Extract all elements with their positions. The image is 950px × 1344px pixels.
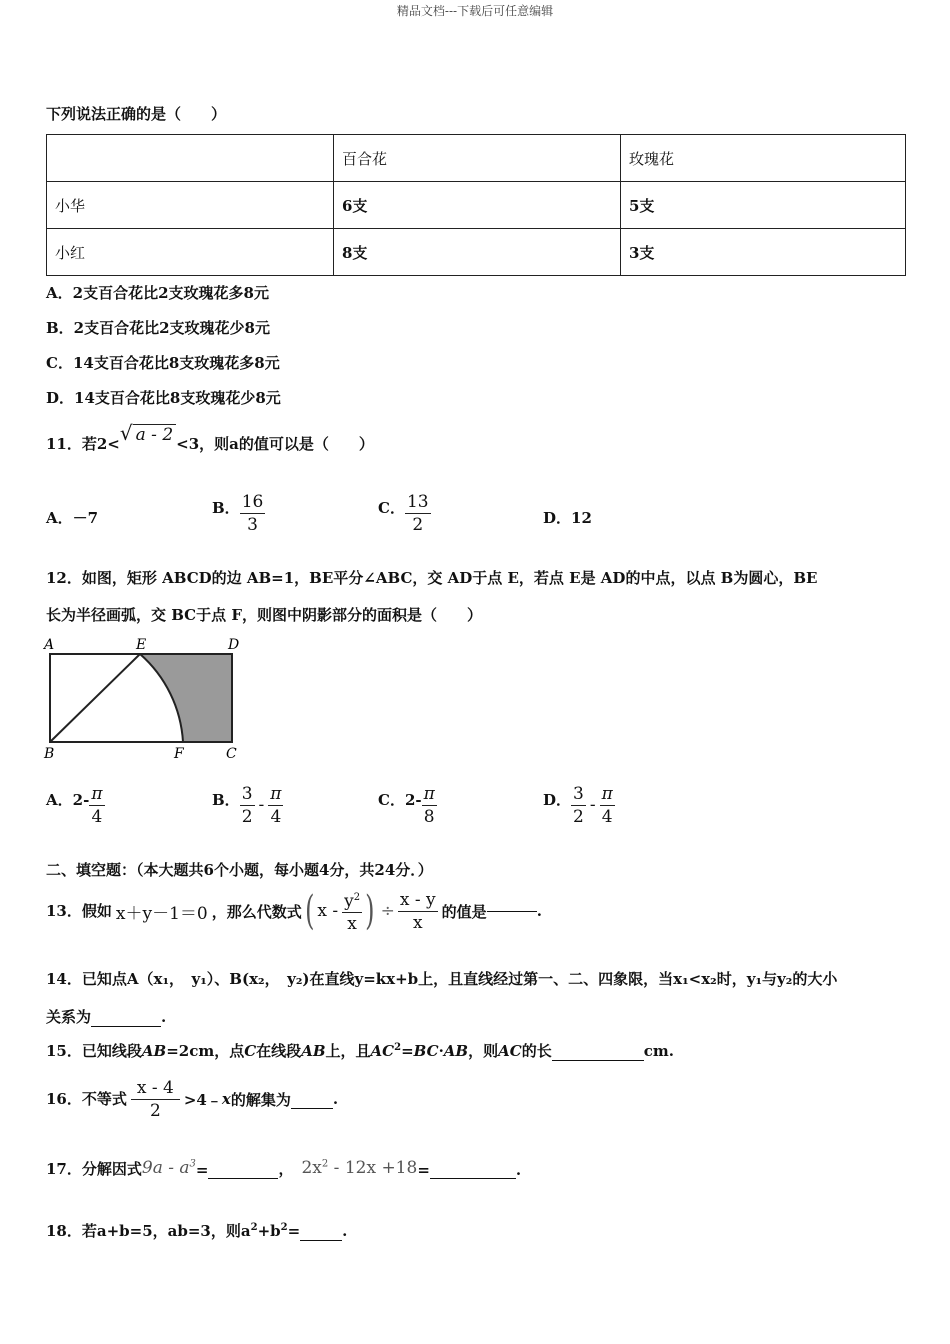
- fraction: $\frac{3}{2}$: [573, 784, 584, 827]
- answer-blank[interactable]: [300, 1222, 342, 1241]
- label-b: B: [44, 746, 55, 762]
- answer-blank[interactable]: [208, 1160, 278, 1179]
- q12-line2: 长为半径画弧，交 BC于点 F，则图中阴影部分的面积是（ ）: [46, 606, 482, 624]
- fraction: $\frac{3}{2}$: [241, 784, 253, 827]
- rectangle-figure: [40, 632, 250, 762]
- q12-option-a: A．2- $\frac{\pi}{4}$: [46, 784, 103, 827]
- q17-expression-2: $2x^2 - 12x +18$: [301, 1158, 418, 1178]
- q11-option-a: A．－7: [46, 509, 99, 527]
- q13-equation: x＋y－1＝0: [115, 903, 208, 924]
- q10-option-a: A．2支百合花比2支玫瑰花多8元: [46, 284, 269, 302]
- q11-pre: 11．若2<: [46, 435, 120, 453]
- table-row: [47, 229, 906, 276]
- q12-option-c: C．2- $\frac{\pi}{8}$: [378, 784, 435, 827]
- fraction: $\frac{x - y}{x}$: [399, 889, 436, 933]
- fraction: $\frac{\pi}{4}$: [270, 784, 282, 827]
- q14-line2: 关系为 .: [46, 1008, 167, 1026]
- table-row: [47, 182, 906, 229]
- q14-line1: 14．已知点A（x₁， y₁）、B(x₂， y₂)在直线y=kx+b上，且直线经过第一、二、四象限，当x₁<x₂时，y₁与y₂的大小: [46, 970, 838, 988]
- fraction: $\frac{\pi}{4}$: [601, 784, 613, 827]
- answer-blank[interactable]: [552, 1042, 644, 1061]
- radicand: a - 2: [133, 424, 177, 445]
- table-cell: 百合花: [334, 135, 621, 182]
- q10-option-b: B．2支百合花比2支玫瑰花少8元: [46, 319, 270, 337]
- answer-blank[interactable]: [487, 911, 537, 912]
- q16: 16．不等式 $\frac{x - 4}{2}$ >4﹣x的解集为 .: [46, 1077, 339, 1121]
- q15: 15．已知线段AB=2cm，点C在线段AB上，且$AC^2=BC\cdot AB$，则AC的长 cm.: [46, 1042, 674, 1060]
- section-2-title: 二、填空题：（本大题共6个小题，每小题4分，共24分．）: [46, 861, 433, 879]
- q10-option-d: D．14支百合花比8支玫瑰花少8元: [46, 389, 281, 407]
- table-row: [47, 135, 906, 182]
- table-cell: [47, 135, 334, 182]
- fraction: $\frac{y^2}{x}$: [342, 887, 362, 936]
- q11-option-c: C． $\frac{13}{2}$: [378, 492, 429, 535]
- fraction: $\frac{13}{2}$: [406, 492, 429, 535]
- q10-option-c: C．14支百合花比8支玫瑰花多8元: [46, 354, 280, 372]
- answer-blank[interactable]: [91, 1008, 161, 1027]
- table-cell: 3支: [621, 229, 906, 276]
- table-cell: 玫瑰花: [621, 135, 906, 182]
- segment-be: [50, 654, 140, 742]
- answer-blank[interactable]: [430, 1160, 516, 1179]
- q11-option-b: B． $\frac{16}{3}$: [212, 492, 264, 535]
- fraction: $\frac{16}{3}$: [241, 492, 264, 535]
- label-c: C: [226, 746, 237, 762]
- table-cell: 6支: [334, 182, 621, 229]
- sqrt-expression: √ a - 2: [120, 422, 176, 446]
- label-d: D: [228, 637, 240, 653]
- q17-expression-1: $9a - a^3$: [141, 1158, 196, 1178]
- table-cell: 小华: [47, 182, 334, 229]
- label-f: F: [174, 746, 184, 762]
- label-e: E: [136, 637, 147, 653]
- flower-table: [46, 134, 906, 276]
- q10-stem: 下列说法正确的是（ ）: [46, 105, 227, 123]
- q11-option-d: D．12: [543, 509, 592, 527]
- label-a: A: [44, 637, 55, 653]
- q12-option-b: B． $\frac{3}{2}$ - $\frac{\pi}{4}$: [212, 784, 282, 827]
- table-cell: 小红: [47, 229, 334, 276]
- fraction: $\frac{\pi}{8}$: [423, 784, 435, 827]
- answer-blank[interactable]: [291, 1090, 333, 1109]
- q17: 17．分解因式$9a - a^3=$ ， $2x^2 - 12x +18=$ .: [46, 1158, 522, 1179]
- q12-line1: 12．如图，矩形 ABCD的边 AB=1，BE平分∠ABC，交 AD于点 E，若点 E是 AD的中点，以点 B为圆心，BE: [46, 569, 818, 587]
- table-cell: 8支: [334, 229, 621, 276]
- q18: 18．若a+b=5，ab=3，则$a^2+b^2=$ .: [46, 1222, 348, 1240]
- q11-stem: [46, 420, 374, 454]
- q11-post: <3，则a的值可以是（ ）: [176, 435, 374, 453]
- fraction: $\frac{\pi}{4}$: [91, 784, 103, 827]
- q12-option-d: D． $\frac{3}{2}$ - $\frac{\pi}{4}$: [543, 784, 613, 827]
- q13: 13．假如 x＋y－1＝0 ，那么代数式( x - $\frac{y^2}{x}$ ) ÷ $\frac{x - y}{x}$ 的值是 .: [46, 888, 542, 935]
- fraction: $\frac{x - 4}{2}$: [131, 1077, 180, 1122]
- table-cell: 5支: [621, 182, 906, 229]
- page-header: 精品文档---下载后可任意编辑: [396, 4, 554, 18]
